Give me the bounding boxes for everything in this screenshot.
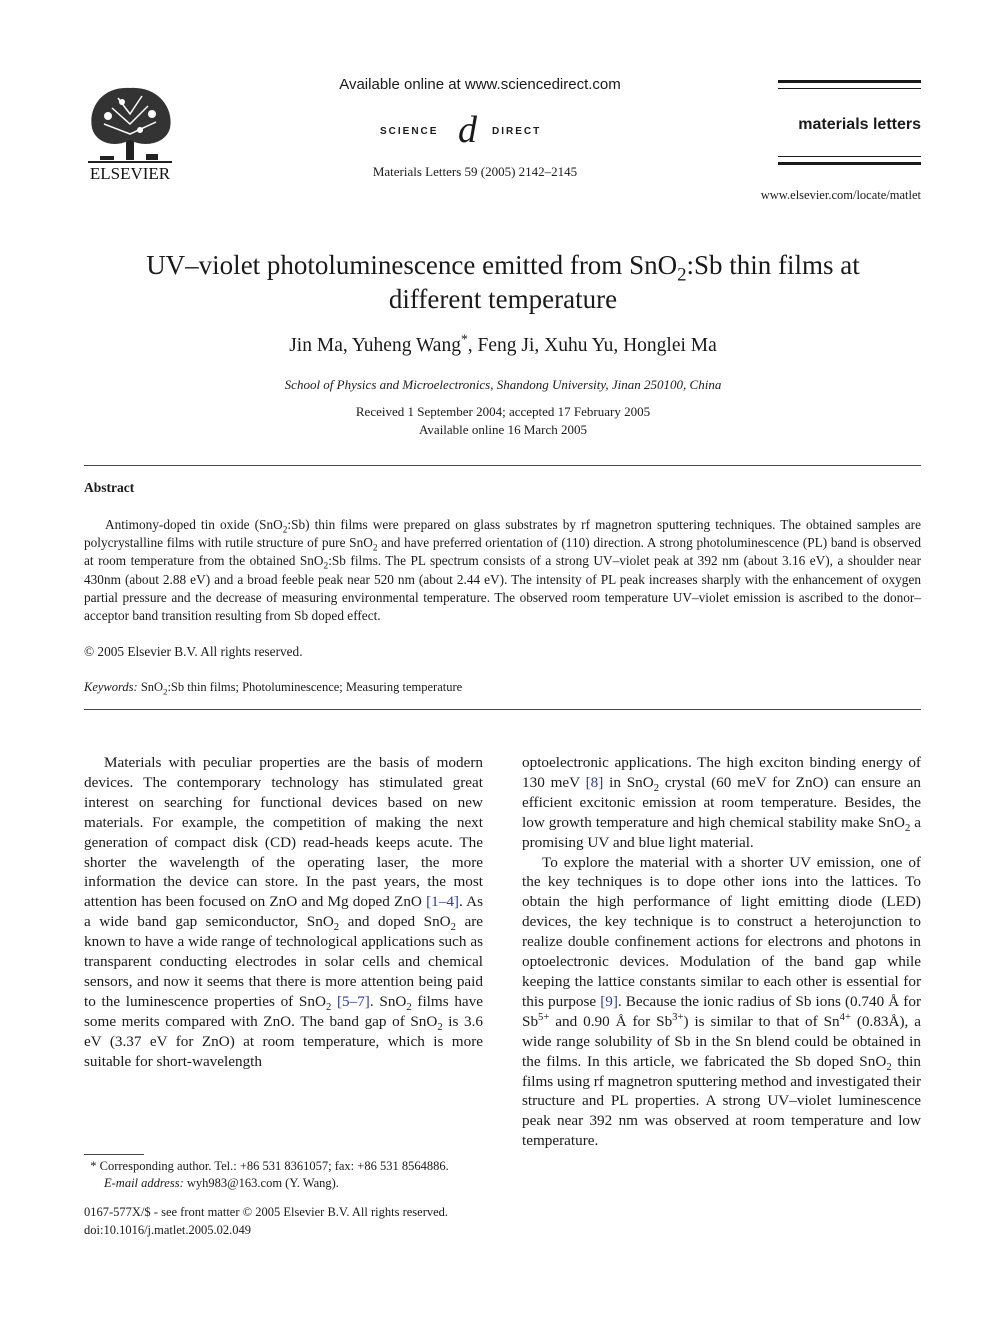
keywords-text: SnO [137,680,164,694]
body-text: crystal (60 meV for ZnO) can ensure an efficient excitonic emission at room temperature. Besides, the low growth temperature and high chemical stability make SnO [522,773,921,831]
issn-line: 0167-577X/$ - see front matter © 2005 Elsevier B.V. All rights reserved. [84,1205,449,1219]
abstract-heading: Abstract [84,480,135,495]
header-rule [778,162,921,165]
body-text: and doped SnO [339,913,451,931]
subscript: 2 [406,1001,412,1013]
elsevier-logo-text: ELSEVIER [89,164,171,183]
body-text: and 0.90 Å for Sb [549,1012,673,1030]
body-text: films have some merits compared with ZnO. The band gap of SnO [84,992,484,1030]
body-text: ) is similar to that of Sn [683,1012,840,1030]
body-text: . SnO [369,992,407,1010]
received-date: Received 1 September 2004; accepted 17 February 2005 [355,404,651,419]
reference-link[interactable]: [8] [585,773,604,791]
body-text: thin films using rf magnetron sputtering method and investigated their structure and PL properties. A strong UV–violet luminescence peak near 392 nm was observed at room temperature and low temperature. [522,1052,922,1150]
corresponding-author-footnote [84,1158,484,1192]
body-text: . Because the ionic radius of Sb ions (0.740 Å for Sb [522,992,921,1030]
reference-link[interactable]: [5–7] [336,992,370,1010]
body-text: a promising UV and blue light material. [522,813,921,851]
subscript: 2 [653,782,660,794]
article-title [90,248,916,316]
body-text: . As a wide band gap semiconductor, SnO [84,893,483,931]
elsevier-tree-icon [82,78,178,184]
body-paragraph [522,753,921,853]
footnote-marker: * [90,1159,97,1173]
body-paragraph [84,753,483,1072]
sciencedirect-logo [380,109,580,152]
title-text: :Sb thin films at [686,250,860,280]
footnote-rule [84,1154,144,1155]
footnote-email-line [84,1175,484,1192]
subscript: 2 [886,1061,892,1073]
article-dates [90,403,916,439]
body-paragraph [522,853,921,1152]
keywords-text: :Sb thin films; Photoluminescence; Measuring temperature [167,680,463,694]
abstract-segment: and have preferred orientation of (110) direction. A strong photoluminescence (PL) band is observed at room temperature from the obtained SnO [84,535,921,569]
author-list [90,331,916,357]
abstract-segment: :Sb) thin films were prepared on glass substrates by rf magnetron sputtering techniques. The obtained samples are polycrystalline films with rutile structure of pure SnO [84,517,921,551]
subscript: 2 [904,822,911,834]
front-matter [84,1203,504,1239]
abstract-copyright: © 2005 Elsevier B.V. All rights reserved. [84,644,303,659]
reference-link[interactable]: [1–4] [426,893,459,911]
sciencedirect-left: SCIENCE [380,126,439,137]
body-text: in SnO [603,773,654,791]
authors-text: , Feng Ji, Xuhu Yu, Honglei Ma [467,335,717,356]
divider [84,709,921,710]
abstract-text [84,516,921,625]
email-label: E-mail address: [104,1176,184,1190]
journal-citation: Materials Letters 59 (2005) 2142–2145 [372,164,578,179]
keywords [84,680,462,695]
elsevier-logo [82,78,178,184]
superscript: 3+ [672,1011,684,1023]
keywords-label: Keywords: [84,680,138,694]
subscript: 2 [372,543,378,554]
header-rule [778,156,921,157]
subscript: 2 [437,1021,443,1033]
footnote-line [84,1158,484,1175]
title-line-2: different temperature [388,284,618,314]
title-text: UV–violet photoluminescence emitted from SnO [146,250,678,280]
journal-name: materials letters [798,116,921,133]
email-link[interactable]: wyh983@163.com (Y. Wang). [183,1176,339,1190]
journal-url-link[interactable]: www.elsevier.com/locate/matlet [760,188,921,202]
title-subscript: 2 [677,264,687,286]
subscript: 2 [163,686,168,697]
superscript: 5+ [538,1011,550,1023]
abstract-segment: :Sb films. The PL spectrum consists of a strong UV–violet peak at 392 nm (about 3.16 eV), a shoulder near 430nm (about 2.88 eV) and a broad feeble peak near 520 nm (about 2.44 eV). The intensity of PL peak increases sharply with the enhancement of oxygen partial pressure and the decrease of measuring environmental temperature. The observed room temperature UV–violet emission is ascribed to the donor–acceptor band transition resulting from Sb doped effect. [84,553,922,624]
body-column-right [522,753,921,1151]
authors-text: Jin Ma, Yuheng Wang [289,335,461,356]
subscript: 2 [282,525,288,536]
subscript: 2 [323,562,329,573]
subscript: 2 [450,922,456,934]
body-text: optoelectronic applications. The high exciton binding energy of 130 meV [522,754,921,791]
body-column-left [84,753,483,1072]
body-text: are known to have a wide range of technological applications such as transparent conducting electrodes in solar cells and chemical sensors, and now it seems that there is more attention being paid to the luminescence properties of SnO [84,913,484,1010]
body-text: To explore the material with a shorter UV emission, one of the key techniques is to dope other ions into the lattices. To obtain the high performance of light emitting diode (LED) devices, the key technique is to construct a heterojunction to realize double confinement actions for electrons and photons in optoelectronic devices. Modulation of the band gap while keeping the lattice constants similar to each other is essential for this purpose [522,853,921,1010]
body-text: is 3.6 eV (3.37 eV for ZnO) at room temperature, which is more suitable for short-wavelength [84,1012,483,1070]
body-text: (0.83Å), a wide range solubility of Sb in the Sn blend could be obtained in the films. In this article, we fabricated the Sb doped SnO [522,1012,921,1070]
abstract-segment: Antimony-doped tin oxide (SnO [105,517,283,532]
sciencedirect-at-icon: d [458,109,477,151]
header-rule [778,88,921,89]
superscript: 4+ [839,1011,851,1023]
corresponding-author-marker[interactable]: * [460,331,468,347]
available-online-date: Available online 16 March 2005 [419,422,587,437]
header-rule [778,80,921,83]
divider [84,465,921,466]
affiliation: School of Physics and Microelectronics, Shandong University, Jinan 250100, China [284,377,722,392]
reference-link[interactable]: [9] [600,992,618,1010]
available-online-text: Available online at www.sciencedirect.com [339,76,621,93]
subscript: 2 [333,922,340,934]
body-text: Materials with peculiar properties are the basis of modern devices. The contemporary technology has stimulated great interest on searching for functional devices based on new materials. For example, the competition of making the next generation of compact disk (CD) read-heads keeps acute. The shorter the wavelength of the operating laser, the more information the device can store. In the past years, the most attention has been focused on ZnO and Mg doped ZnO [84,754,483,911]
subscript: 2 [325,1001,332,1013]
doi-link[interactable]: doi:10.1016/j.matlet.2005.02.049 [84,1223,252,1237]
sciencedirect-right: DIRECT [492,126,542,137]
footnote-text: Corresponding author. Tel.: +86 531 8361057; fax: +86 531 8564886. [96,1159,449,1173]
